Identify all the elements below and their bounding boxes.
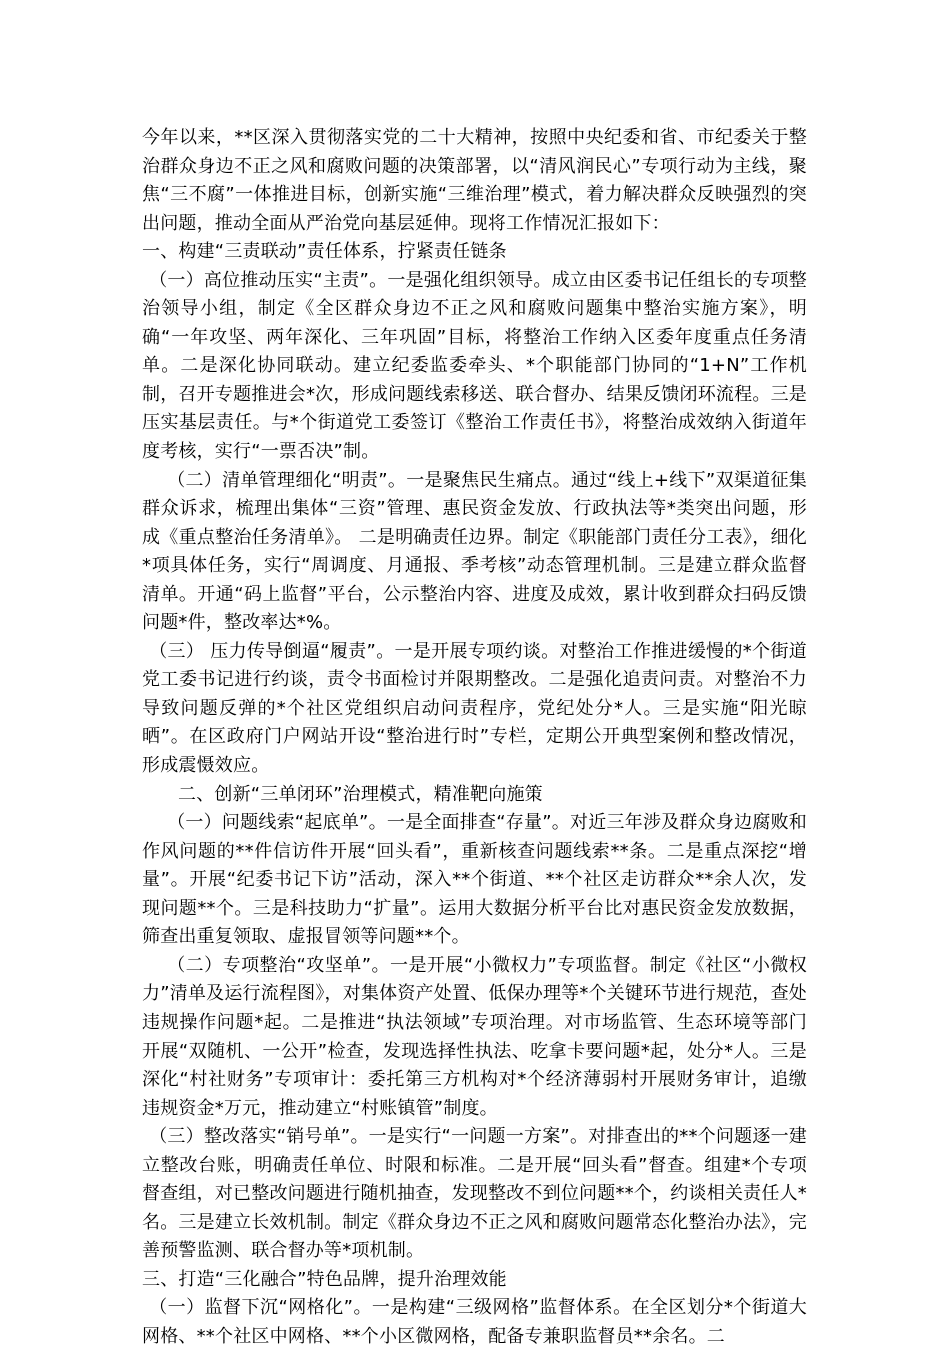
document-page: [142, 124, 807, 1352]
body-paragraph: （一）问题线索“起底单”。一是全面排查“存量”。对近三年涉及群众身边腐败和作风问题的**件信访件开展“回头看”，重新核查问题线索**条。二是重点深挖“增量”。开展“纪委书记下访”活动，深入**个街道、**个社区走访群众**余人次，发现问题**个。三是科技助力“扩量”。运用大数据分析平台比对惠民资金发放数据，筛查出重复领取、虚报冒领等问题**个。: [142, 812, 807, 948]
section-heading: 一、构建“三责联动”责任体系，拧紧责任链条: [142, 241, 507, 263]
section-heading: 二、创新“三单闭环”治理模式，精准靶向施策: [178, 783, 543, 805]
intro-paragraph: 今年以来，**区深入贯彻落实党的二十大精神，按照中央纪委和省、市纪委关于整治群众身边不正之风和腐败问题的决策部署，以“清风润民心”专项行动为主线，聚焦“三不腐”一体推进目标，创新实施“三维治理”模式，着力解决群众反映强烈的突出问题，推动全面从严治党向基层延伸。现将工作情况汇报如下：: [142, 127, 807, 234]
body-paragraph: （一）监督下沉“网格化”。一是构建“三级网格”监督体系。在全区划分*个街道大网格、**个社区中网格、**个小区微网格，配备专兼职监督员**余名。二: [142, 1297, 807, 1347]
body-paragraph: （三）整改落实“销号单”。一是实行“一问题一方案”。对排查出的**个问题逐一建立整改台账，明确责任单位、时限和标准。二是开展“回头看”督查。组建*个专项督查组，对已整改问题进行随机抽查，发现整改不到位问题**个，约谈相关责任人*名。三是建立长效机制。制定《群众身边不正之风和腐败问题常态化整治办法》，完善预警监测、联合督办等*项机制。: [142, 1126, 807, 1262]
body-paragraph: （二）清单管理细化“明责”。一是聚焦民生痛点。通过“线上+线下”双渠道征集群众诉求，梳理出集体“三资”管理、惠民资金发放、行政执法等*类突出问题，形成《重点整治任务清单》。 二是明确责任边界。制定《职能部门责任分工表》，细化*项具体任务，实行“周调度、月通报、季考核”动态管理机制。三是建立群众监督清单。开通“码上监督”平台，公示整治内容、进度及成效，累计收到群众扫码反馈问题*件，整改率达*%。: [142, 469, 807, 634]
body-paragraph: （三） 压力传导倒逼“履责”。一是开展专项约谈。对整治工作推进缓慢的*个街道党工委书记进行约谈，责令书面检讨并限期整改。二是强化追责问责。对整治不力导致问题反弹的*个社区党组织启动问责程序，党纪处分*人。三是实施“阳光晾晒”。在区政府门户网站开设“整治进行时”专栏，定期公开典型案例和整改情况，形成震慑效应。: [142, 640, 807, 777]
body-paragraph: （二）专项整治“攻坚单”。一是开展“小微权力”专项监督。制定《社区“小微权力”清单及运行流程图》，对集体资产处置、低保办理等*个关键环节进行规范，查处违规操作问题*起。二是推进“执法领域”专项治理。对市场监管、生态环境等部门开展“双随机、一公开”检查，发现选择性执法、吃拿卡要问题*起，处分*人。三是深化“村社财务”专项审计：委托第三方机构对*个经济薄弱村开展财务审计，追缴违规资金*万元，推动建立“村账镇管”制度。: [142, 954, 807, 1119]
body-paragraph: （一）高位推动压实“主责”。一是强化组织领导。成立由区委书记任组长的专项整治领导小组，制定《全区群众身边不正之风和腐败问题集中整治实施方案》，明确“一年攻坚、两年深化、三年巩固”目标，将整治工作纳入区委年度重点任务清单。二是深化协同联动。建立纪委监委牵头、*个职能部门协同的“1+N”工作机制，召开专题推进会*次，形成问题线索移送、联合督办、结果反馈闭环流程。三是压实基层责任。与*个街道党工委签订《整治工作责任书》，将整治成效纳入街道年度考核，实行“一票否决”制。: [142, 269, 807, 463]
section-heading: 三、打造“三化融合”特色品牌，提升治理效能: [142, 1268, 507, 1290]
